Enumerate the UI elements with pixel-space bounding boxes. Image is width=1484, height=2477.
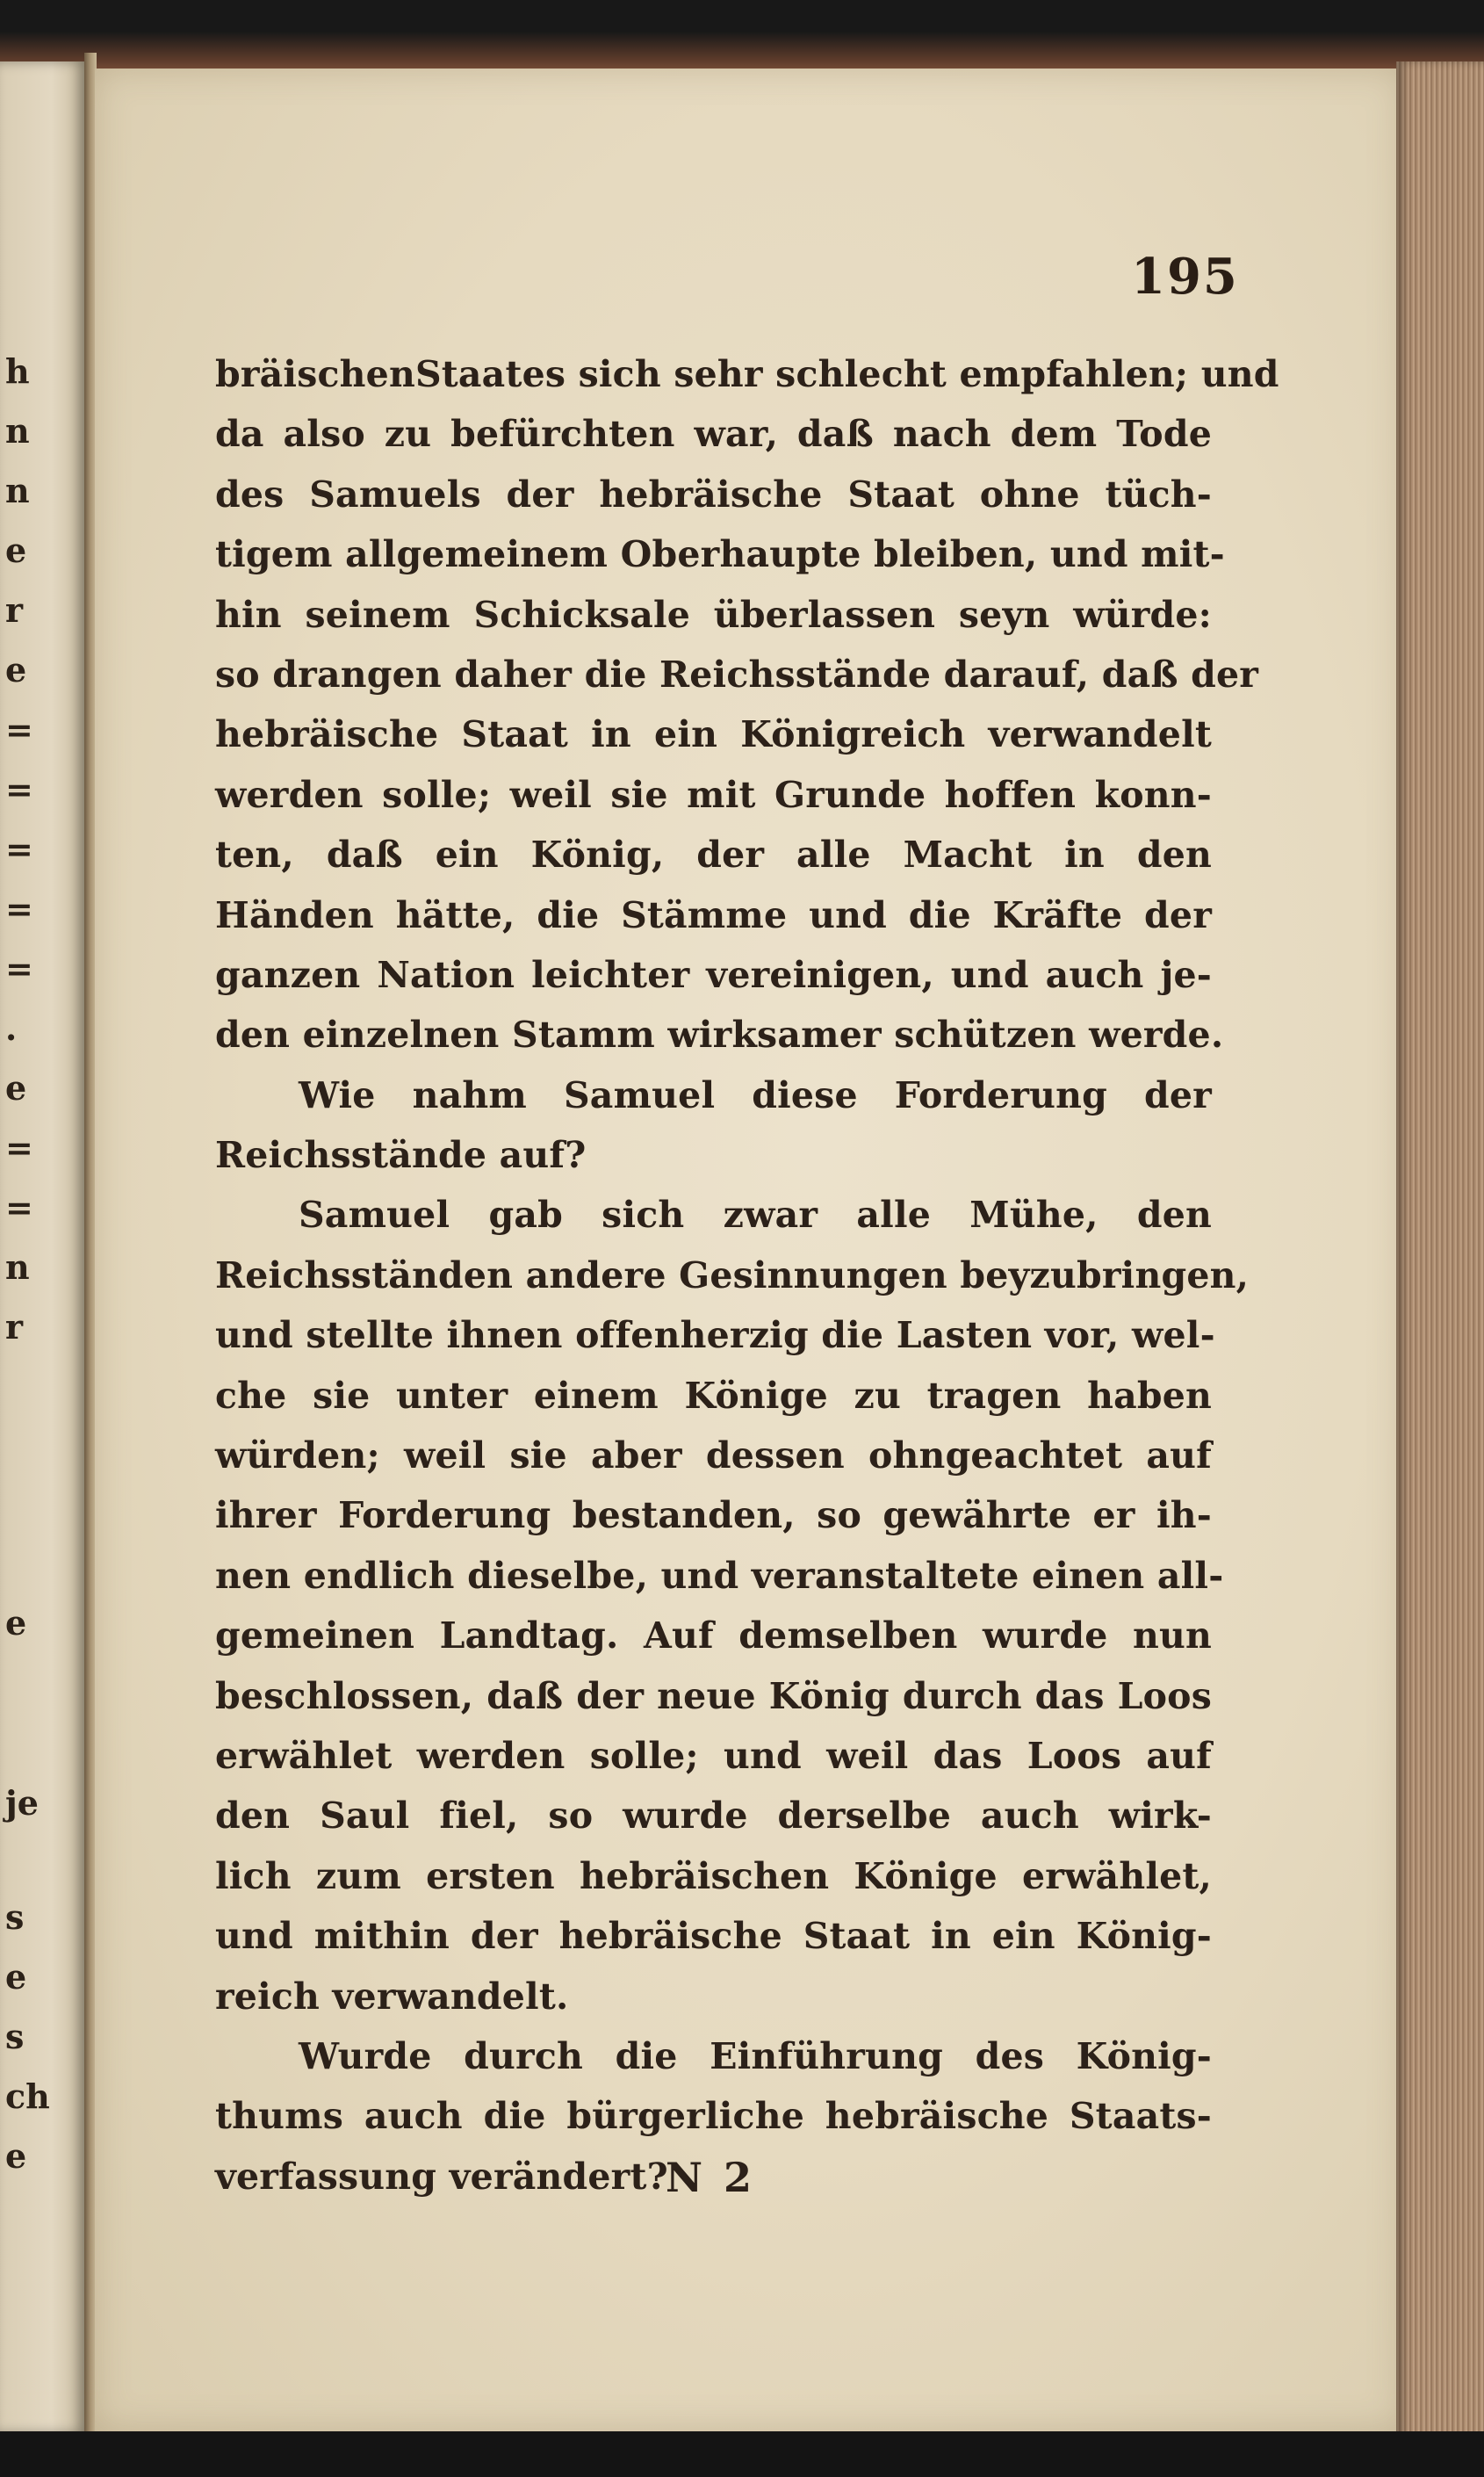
facing-page-fragment: = xyxy=(5,769,33,809)
facing-page-fragment: n xyxy=(5,1247,30,1287)
text-line: ganzen Nation leichter vereinigen, und auch je- xyxy=(215,953,1212,996)
facing-page-fragment: = xyxy=(5,710,33,749)
facing-page-edge xyxy=(0,61,86,2433)
body-text xyxy=(215,344,1279,2206)
text-line: bräischenStaates sich sehr schlecht empfahlen; und xyxy=(215,353,1279,395)
facing-page-fragment: e xyxy=(5,1603,27,1643)
facing-page-fragment: e xyxy=(5,531,27,570)
text-line: den einzelnen Stamm wirksamer schützen werde. xyxy=(215,1014,1224,1057)
facing-page-fragment: = xyxy=(5,889,33,928)
question-line: Wurde durch die Einführung des König- xyxy=(299,2034,1212,2077)
book-cover-top-edge xyxy=(0,0,1484,79)
text-line: des Samuels der hebräische Staat ohne tüch- xyxy=(215,473,1212,516)
text-line: erwählet werden solle; und weil das Loos auf xyxy=(215,1734,1212,1777)
text-line: Samuel gab sich zwar alle Mühe, den xyxy=(299,1194,1212,1237)
facing-page-fragment: n xyxy=(5,411,30,451)
facing-page-text-fragments xyxy=(0,61,50,2433)
text-line: da also zu befürchten war, daß nach dem Tode xyxy=(215,413,1212,456)
text-line: würden; weil sie aber dessen ohngeachtet auf xyxy=(215,1434,1212,1477)
text-line: gemeinen Landtag. Auf demselben wurde nun xyxy=(215,1614,1212,1657)
text-line: ten, daß ein König, der alle Macht in den xyxy=(215,834,1212,877)
facing-page-fragment: je xyxy=(5,1783,39,1823)
text-line: beschlossen, daß der neue König durch das Loos xyxy=(215,1674,1212,1717)
facing-page-fragment: . xyxy=(5,1008,18,1048)
text-line: Händen hätte, die Stämme und die Kräfte der xyxy=(215,893,1212,936)
facing-page-fragment: s xyxy=(5,1897,25,1937)
question-line: thums auch die bürgerliche hebräische Staats- xyxy=(215,2095,1212,2138)
question-line: Wie nahm Samuel diese Forderung der xyxy=(299,1073,1212,1116)
text-line: so drangen daher die Reichsstände darauf, daß der xyxy=(215,653,1259,696)
text-line: und stellte ihnen offenherzig die Lasten vor, wel- xyxy=(215,1314,1215,1357)
facing-page-fragment: h xyxy=(5,351,30,391)
text-line: nen endlich dieselbe, und veranstaltete einen all- xyxy=(215,1554,1224,1597)
page-block-edge xyxy=(1396,61,1484,2442)
text-line: und mithin der hebräische Staat in ein König- xyxy=(215,1915,1212,1958)
page-number: 195 xyxy=(1131,248,1239,306)
facing-page-fragment: r xyxy=(5,590,24,630)
facing-page-fragment: e xyxy=(5,650,27,690)
facing-page-fragment: r xyxy=(5,1307,24,1347)
signature-mark: N 2 xyxy=(666,2154,756,2201)
facing-page-fragment: e xyxy=(5,2136,27,2176)
text-line: den Saul fiel, so wurde derselbe auch wirk- xyxy=(215,1795,1212,1838)
text-line: werden solle; weil sie mit Grunde hoffen konn- xyxy=(215,773,1212,816)
facing-page-fragment: s xyxy=(5,2017,25,2056)
text-line: reich verwandelt. xyxy=(215,1975,569,2018)
text-line: hebräische Staat in ein Königreich verwandelt xyxy=(215,713,1212,756)
facing-page-fragment: e xyxy=(5,1068,27,1108)
book-bottom-edge xyxy=(0,2431,1484,2477)
facing-page-fragment: = xyxy=(5,1188,33,1227)
question-line: Reichsstände auf? xyxy=(215,1134,587,1177)
facing-page-fragment: = xyxy=(5,1128,33,1167)
question-line: verfassung verändert? xyxy=(215,2155,668,2198)
text-line: Reichsständen andere Gesinnungen beyzubringen, xyxy=(215,1253,1250,1296)
text-line: lich zum ersten hebräischen Könige erwählet, xyxy=(215,1854,1212,1897)
facing-page-fragment: ch xyxy=(5,2076,50,2116)
facing-page-fragment: e xyxy=(5,1957,27,1997)
facing-page-fragment: = xyxy=(5,829,33,869)
facing-page-fragment: n xyxy=(5,471,30,510)
text-line: che sie unter einem Könige zu tragen haben xyxy=(215,1374,1212,1417)
text-line: hin seinem Schicksale überlassen seyn würde: xyxy=(215,593,1212,636)
text-line: tigem allgemeinem Oberhaupte bleiben, und mit- xyxy=(215,533,1225,576)
text-line: ihrer Forderung bestanden, so gewährte er ih- xyxy=(215,1494,1212,1537)
facing-page-fragment: = xyxy=(5,949,33,988)
